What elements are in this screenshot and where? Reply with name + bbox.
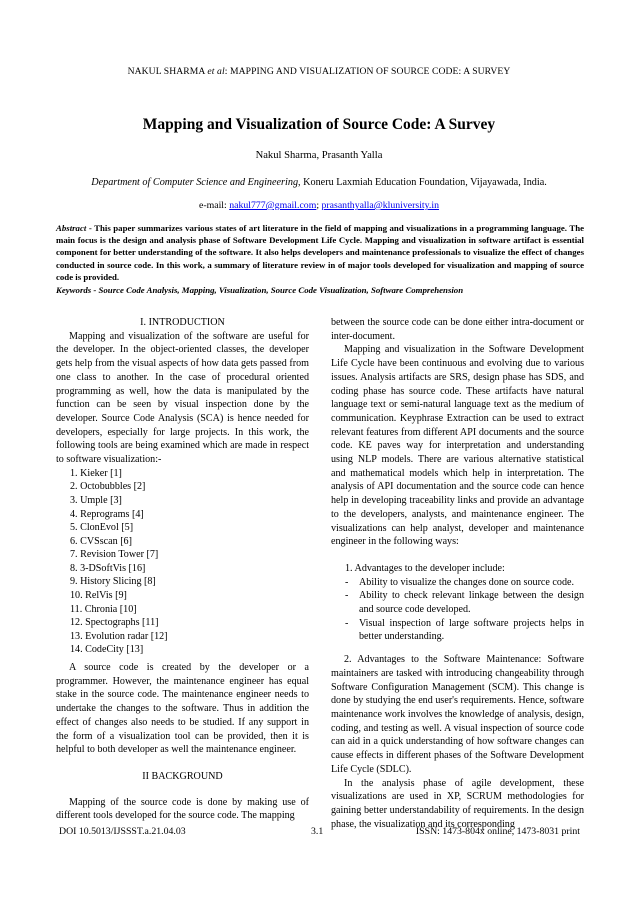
tools-list-item: 8. 3-DSoftVis [16] bbox=[70, 562, 146, 574]
affiliation-rest: , Koneru Laxmiah Education Foundation, Vijayawada, India. bbox=[298, 177, 547, 188]
tools-list bbox=[56, 467, 309, 657]
list-item bbox=[345, 576, 584, 590]
dash-bullet: - bbox=[345, 576, 349, 588]
intro-paragraph-1: Mapping and visualization of the software are useful for the developer. In the object-oriented classes, the developer gets help from the visual aspects of how data gets passed from one class to another. In the case of procedural oriented programming as well, how the data is manipulated by the function can be seen by visual inspection done by the developer. Source Code Analysis (SCA) is hence needed for developers, especially for large projects. In this work, the following tools are being examined which are made in respect to software visualization:- bbox=[56, 330, 309, 466]
header-author: NAKUL SHARMA bbox=[127, 66, 205, 77]
header-title: : MAPPING AND VISUALIZATION OF SOURCE CODE: A SURVEY bbox=[224, 66, 511, 77]
abstract bbox=[56, 222, 584, 283]
tools-list-item: 9. History Slicing [8] bbox=[70, 576, 156, 588]
section-heading-introduction: I. INTRODUCTION bbox=[140, 317, 225, 328]
tools-list-item: 1. Kieker [1] bbox=[70, 467, 122, 479]
email-sep: ; bbox=[316, 200, 322, 211]
email-label: e-mail: bbox=[199, 200, 230, 211]
tools-list-item: 3. Umple [3] bbox=[70, 494, 122, 506]
email-link-2[interactable]: prasanthyalla@kluniversity.in bbox=[321, 200, 439, 211]
advantages-developer-list bbox=[331, 576, 584, 645]
tools-list-item: 5. ClonEvol [5] bbox=[70, 522, 134, 534]
dash-bullet: - bbox=[345, 590, 349, 602]
abstract-text: - This paper summarizes various states of art literature in the field of mapping and visualizations in a programming language. The main focus is the design and analysis phase of Software Development Life Cycle. Mapping and visualization in software artifact is essential component for better understanding of the software. It also helps developers and maintenance professionals to visualize the effect of changes conducted in source code. In this work, a summary of literature review in of major tools developed for visualization and mapping of source code is provided. bbox=[56, 223, 584, 282]
list-item-text: Ability to check relevant linkage between the design and source code developed. bbox=[359, 590, 584, 616]
tools-list-item: 11. Chronia [10] bbox=[70, 603, 137, 615]
dash-bullet: - bbox=[345, 617, 349, 629]
section-heading-background: II BACKGROUND bbox=[142, 770, 223, 782]
abstract-label: Abstract bbox=[56, 223, 87, 233]
footer-issn: ISSN: 1473-804x online, 1473-8031 print bbox=[415, 826, 580, 837]
right-paragraph-1: between the source code can be done either intra-document or inter-document. bbox=[331, 317, 584, 342]
list-item-text: Visual inspection of large software projects helps in better understanding. bbox=[359, 617, 584, 643]
list-item bbox=[345, 589, 584, 616]
advantages-developer-heading: 1. Advantages to the developer include: bbox=[345, 562, 505, 574]
tools-list-item: 10. RelVis [9] bbox=[70, 590, 127, 602]
tools-list-item: 6. CVSscan [6] bbox=[70, 535, 132, 547]
footer-doi: DOI 10.5013/IJSSST.a.21.04.03 bbox=[59, 826, 186, 837]
left-column bbox=[56, 316, 309, 823]
intro-paragraph-2: A source code is created by the developer or a programmer. However, the maintenance engineer has equal stake in the source code. The maintenance engineer needs to undertake the changes to the software. Thus in addition the effect of changes also needs to be studied. If any support in the form of a visualization tool can be provided, then it is helpful to both developer as well the maintenance engineer. bbox=[56, 662, 309, 756]
tools-list-item: 7. Revision Tower [7] bbox=[70, 549, 159, 561]
affiliation-dept: Department of Computer Science and Engineering bbox=[91, 177, 299, 188]
paper-title: Mapping and Visualization of Source Code: A Survey bbox=[142, 116, 496, 133]
right-paragraph-2: Mapping and visualization in the Software Development Life Cycle have been continuous and evolving due to various issues. Analysis artifacts are SRS, design phase has SDS, and coding phase has source code. These artifacts have natural language text or semi-natural language text as the medium of communication. Keyphrase Extraction can be used to extract relevant features from different API documents and the source code. KE paves way for interpretation and understanding using NLP models. There are various alternative statistical and mathematical models which help in interpretation. The analysis of API documentation and the source code can hence help in developing traceability links and provide an advantage to the developers, analysts, and maintenance engineer. The visualizations can help analyst, developer and maintenance engineer in the following ways: bbox=[331, 344, 584, 548]
running-header bbox=[0, 66, 638, 77]
email-line bbox=[0, 200, 638, 211]
tools-list-item: 12. Spectographs [11] bbox=[70, 617, 159, 629]
agile-paragraph: In the analysis phase of agile development, these visualizations are used in XP, SCRUM methodologies for gaining better understandability of requirements. In the design phase, the visualization and its corresponding bbox=[331, 777, 584, 830]
background-paragraph-1: Mapping of the source code is done by making use of different tools developed for the source code. The mapping bbox=[56, 796, 309, 822]
tools-list-item: 13. Evolution radar [12] bbox=[70, 630, 168, 642]
tools-list-item: 2. Octobubbles [2] bbox=[70, 481, 146, 493]
tools-list-item: 14. CodeCity [13] bbox=[70, 644, 144, 656]
list-item-text: Ability to visualize the changes done on source code. bbox=[359, 576, 574, 588]
email-link-1[interactable]: nakul777@gmail.com bbox=[229, 200, 317, 211]
right-column bbox=[331, 316, 584, 831]
list-item bbox=[345, 617, 584, 644]
keywords: Keywords - Source Code Analysis, Mapping, Visualization, Source Code Visualization, Software Comprehension bbox=[56, 285, 464, 295]
footer-page-number: 3.1 bbox=[311, 826, 324, 837]
header-etal: et al bbox=[207, 66, 225, 77]
tools-list-item: 4. Reprograms [4] bbox=[70, 508, 144, 520]
authors: Nakul Sharma, Prasanth Yalla bbox=[255, 150, 383, 161]
maintenance-paragraph: 2. Advantages to the Software Maintenance: Software maintainers are tasked with introducing changeability through Software Configuration Management (SCM). This change is done by studying the end user's requirements. Hence, software maintenance work involves the knowledge of analysis, design, coding, and testing as well. A visual inspection of source code can aid in a quick understanding of how software changes can cause effects in different phases of the Software Development Life Cycle (SDLC). bbox=[331, 654, 584, 775]
affiliation bbox=[0, 177, 638, 188]
